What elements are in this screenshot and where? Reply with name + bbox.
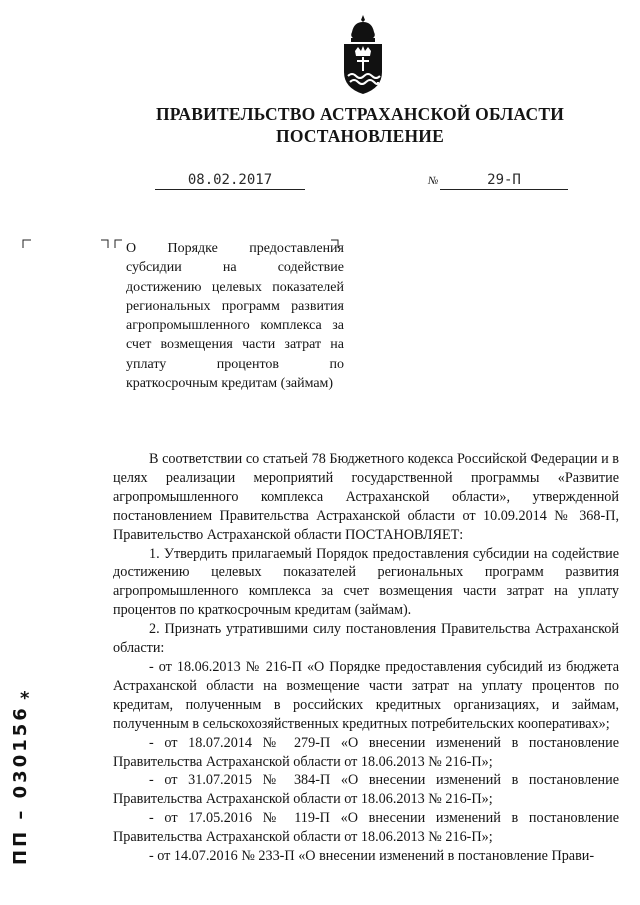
decree-date: 08.02.2017	[155, 172, 305, 190]
repealed-item: - от 17.05.2016 № 119-П «О внесении изменений в постановление Правительства Астраханской области от 18.06.2013 № 216-П»;	[113, 810, 619, 846]
corner-bracket-icon	[100, 239, 110, 249]
repealed-item: - от 31.07.2015 № 384-П «О внесении изменений в постановление Правительства Астраханской области от 18.06.2013 № 216-П»;	[113, 772, 619, 808]
document-type-title: ПОСТАНОВЛЕНИЕ	[276, 126, 444, 146]
decree-subject: О Порядке предоставления субсидии на содействие достижению целевых показателей региональных программ развития агропромышленного комплекса за счет возмещения части затрат на уплату процентов по краткосрочным кредитам (займам)	[126, 241, 344, 392]
decree-number: 29-П	[440, 172, 568, 190]
number-label: №	[428, 175, 439, 187]
stamp-asterisk: *	[20, 688, 30, 709]
registration-stamp: ПП – 030156	[10, 705, 31, 865]
corner-bracket-icon	[22, 239, 32, 249]
decree-body	[113, 450, 619, 866]
item-1-paragraph: 1. Утвердить прилагаемый Порядок предоставления субсидии на содействие достижению целевых показателей региональных программ развития агропромышленного комплекса за счет возмещения части затрат на уплату процентов по краткосрочным кредитам (займам).	[113, 545, 619, 619]
coat-of-arms-icon	[338, 14, 388, 96]
government-title: ПРАВИТЕЛЬСТВО АСТРАХАНСКОЙ ОБЛАСТИ	[155, 104, 565, 124]
repealed-item: - от 18.06.2013 № 216-П «О Порядке предоставления субсидий из бюджета Астраханской области на возмещение части затрат на уплату процентов по кредитам, полученным в российских кредитных организациях, и займам, полученным в сельскохозяйственных кредитных потребительских кооперативах»;	[113, 658, 619, 732]
item-2-paragraph: 2. Признать утратившими силу постановления Правительства Астраханской области:	[113, 621, 619, 657]
preamble-paragraph: В соответствии со статьей 78 Бюджетного кодекса Российской Федерации и в целях реализации мероприятий государственной программы «Развитие агропромышленного комплекса Астраханской области», утвержденной постановлением Правительства Астраханской области от 10.09.2014 № 368-П, Правительство Астраханской области ПОСТАНОВЛЯЕТ:	[113, 451, 619, 543]
repealed-item: - от 18.07.2014 № 279-П «О внесении изменений в постановление Правительства Астраханской области от 18.06.2013 № 216-П»;	[113, 734, 619, 770]
repealed-item: - от 14.07.2016 № 233-П «О внесении изменений в постановление Прави-	[149, 848, 595, 865]
corner-bracket-icon	[113, 239, 123, 249]
